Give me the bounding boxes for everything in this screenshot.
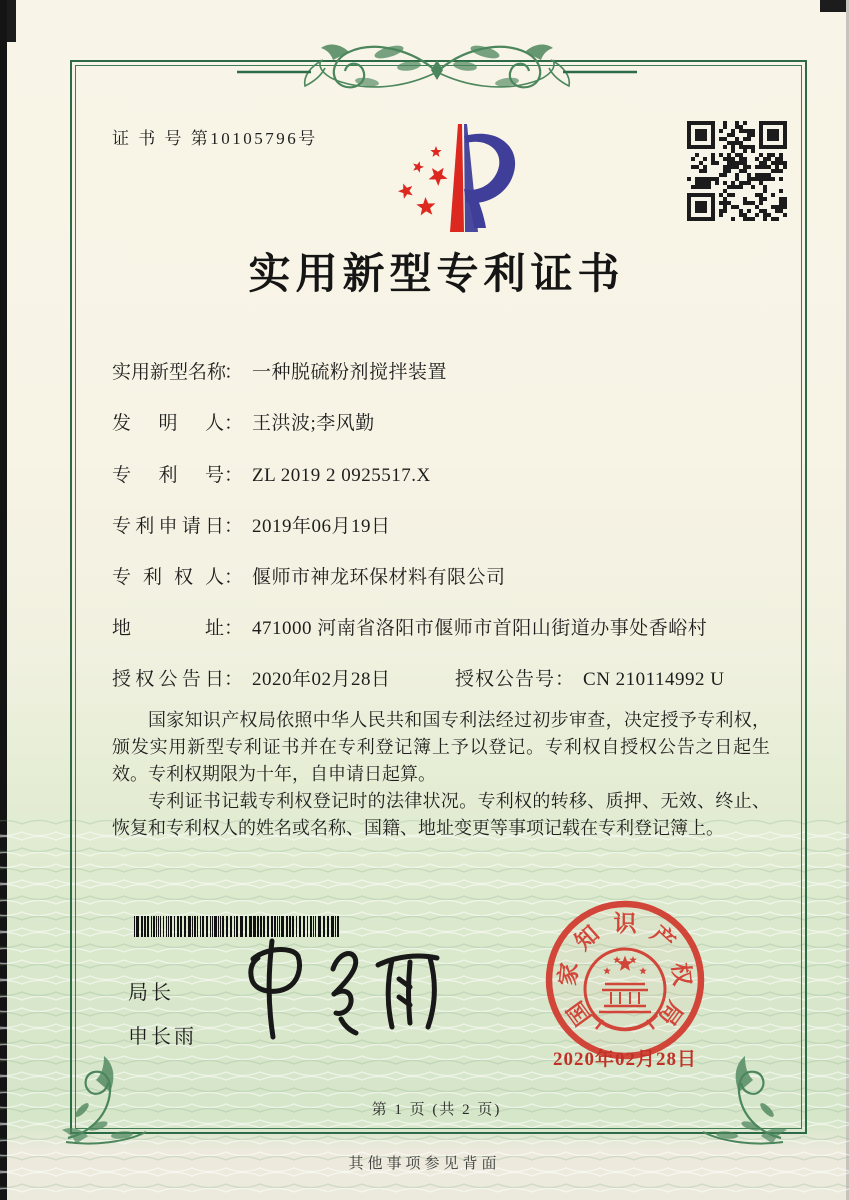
scan-edge-left bbox=[0, 0, 7, 1200]
officer-title: 局长 bbox=[128, 982, 174, 1004]
field-colon: ： bbox=[224, 618, 244, 639]
svg-text:产: 产 bbox=[645, 921, 680, 955]
certificate-title: 实用新型专利证书 bbox=[248, 252, 625, 298]
field-row-patentee bbox=[112, 562, 506, 589]
field-row-inventor bbox=[112, 408, 375, 435]
field-colon: ： bbox=[224, 362, 244, 383]
page-number: 第 1 页 (共 2 页) bbox=[371, 1102, 502, 1118]
field-label: 专利申请日 bbox=[112, 516, 224, 537]
field-row-patent-no bbox=[112, 460, 431, 487]
field-label: 地址 bbox=[112, 618, 224, 639]
field-value: CN 210114992 U bbox=[583, 669, 725, 690]
seal-date: 2020年02月28日 bbox=[552, 1049, 697, 1070]
field-colon: ： bbox=[224, 413, 244, 434]
field-value: 2019年06月19日 bbox=[252, 516, 391, 537]
scan-artifact bbox=[820, 0, 846, 12]
svg-text:局: 局 bbox=[653, 996, 688, 1030]
field-row-filing-date bbox=[112, 511, 391, 538]
field-row-grant bbox=[112, 664, 725, 691]
field-value: 2020年02月28日 bbox=[252, 669, 391, 690]
field-value: ZL 2019 2 0925517.X bbox=[252, 465, 431, 486]
field-colon: ： bbox=[224, 465, 244, 486]
field-colon: ： bbox=[224, 516, 244, 537]
field-label: 发明人 bbox=[112, 413, 224, 434]
field-value: 一种脱硫粉剂搅拌装置 bbox=[252, 362, 448, 383]
svg-text:识: 识 bbox=[613, 911, 637, 936]
svg-text:国: 国 bbox=[562, 996, 597, 1030]
grant-number-pair bbox=[455, 664, 724, 691]
field-row-address bbox=[112, 613, 707, 640]
signature bbox=[238, 933, 473, 1051]
field-row-name bbox=[112, 357, 447, 384]
back-note: 其他事项参见背面 bbox=[348, 1156, 501, 1172]
officer-block bbox=[128, 976, 197, 1049]
field-value: 偃师市神龙环保材料有限公司 bbox=[252, 567, 506, 588]
legal-paragraph-2: 专利证书记载专利权登记时的法律状况。专利权的转移、质押、无效、终止、恢复和专利权人的姓名或名称、国籍、地址变更等事项记载在专利登记簿上。 bbox=[112, 791, 770, 838]
scan-artifact bbox=[7, 0, 16, 42]
field-label: 专利权人 bbox=[112, 567, 224, 588]
officer-name: 申长雨 bbox=[128, 1026, 197, 1048]
svg-text:权: 权 bbox=[667, 961, 695, 987]
field-colon: ： bbox=[224, 669, 244, 690]
svg-text:知: 知 bbox=[570, 921, 605, 955]
field-colon: ： bbox=[224, 567, 244, 588]
field-colon: ： bbox=[555, 669, 575, 690]
certificate-number: 证 书 号 第10105796号 bbox=[112, 129, 318, 148]
qr-code bbox=[687, 121, 787, 221]
field-value: 471000 河南省洛阳市偃师市首阳山街道办事处香峪村 bbox=[252, 618, 708, 639]
cnipa-logo-icon bbox=[378, 112, 538, 242]
field-label: 授权公告日 bbox=[112, 669, 224, 690]
svg-text:家: 家 bbox=[555, 961, 583, 987]
legal-text bbox=[112, 707, 770, 842]
field-label: 实用新型名称 bbox=[112, 362, 227, 383]
field-value: 王洪波;李风勤 bbox=[252, 413, 375, 434]
field-label: 专利号 bbox=[112, 465, 224, 486]
field-label: 授权公告号 bbox=[455, 669, 556, 690]
legal-paragraph-1: 国家知识产权局依照中华人民共和国专利法经过初步审查，决定授予专利权，颁发实用新型专利证书并在专利登记簿上予以登记。专利权自授权公告之日起生效。专利权期限为十年，自申请日起算。 bbox=[112, 710, 770, 784]
